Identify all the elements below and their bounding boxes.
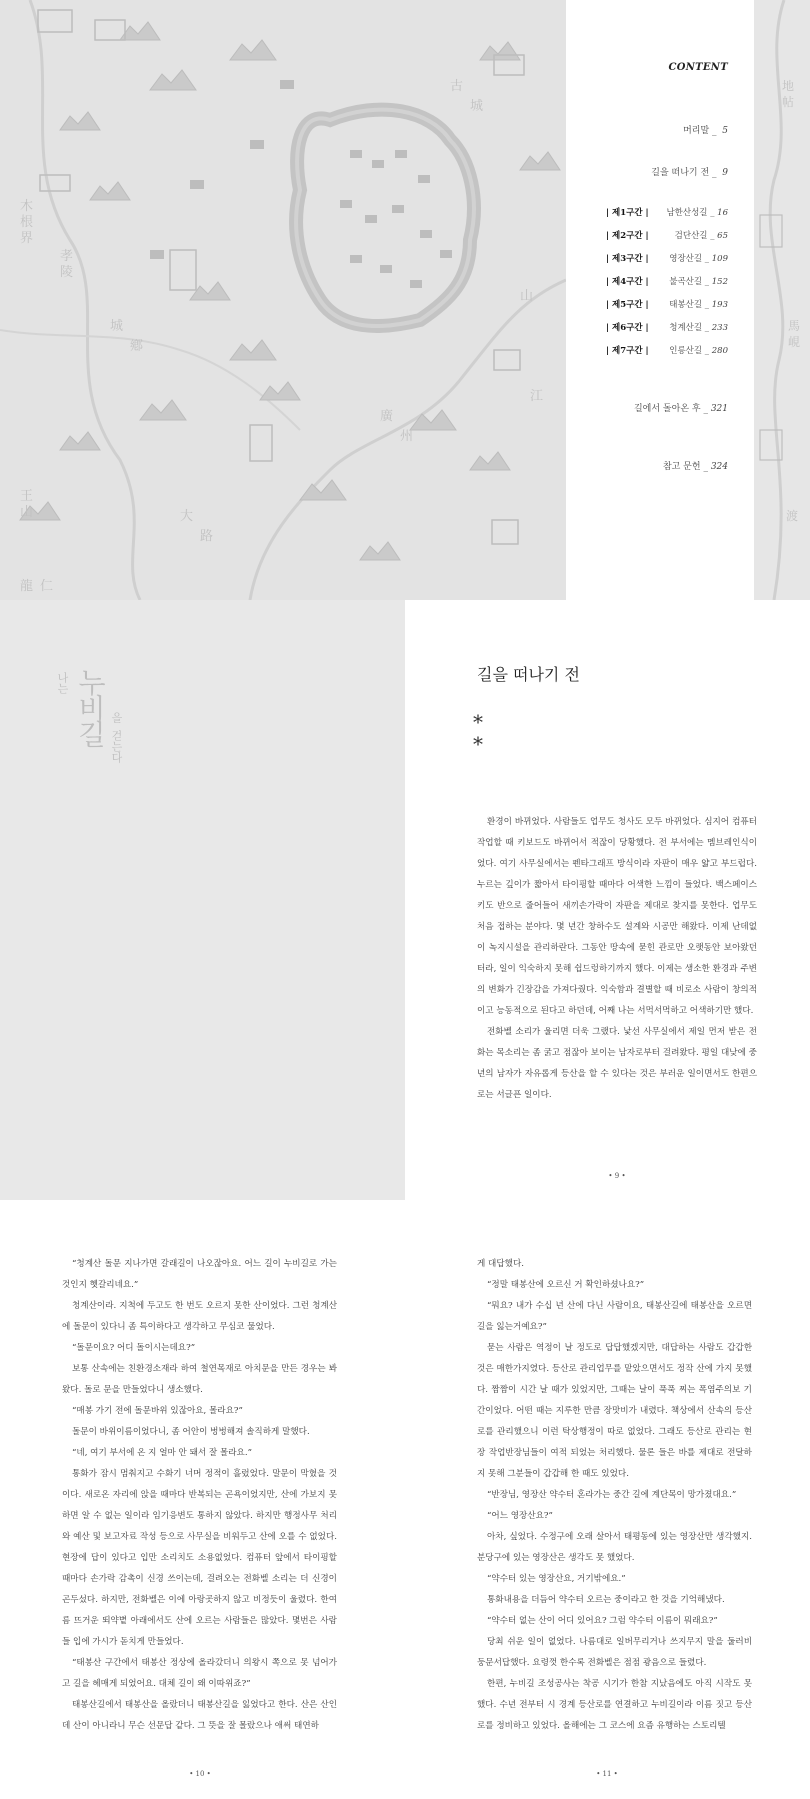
svg-text:木: 木 — [20, 199, 34, 214]
svg-text:王: 王 — [20, 489, 34, 504]
contents-spread — [0, 0, 810, 600]
chapter-title: 길을 떠나기 전 — [477, 665, 580, 684]
old-map-strip — [754, 0, 810, 600]
svg-text:州: 州 — [400, 429, 414, 444]
paragraph: 태봉산길에서 태봉산을 올랐더니 태봉산길을 잃었다고 한다. 산은 산인데 산이 아니라니 무슨 선문답 같다. 그 뜻을 잘 몰랐으나 애써 태연하 — [62, 1700, 337, 1731]
map-drawing — [0, 0, 566, 600]
toc-entry-title: 참고 문헌 — [662, 462, 701, 472]
paragraph: “태봉산 구간에서 태봉산 정상에 올라갔더니 의왕시 쪽으로 못 넘어가고 길을 헤매게 되었어요. 대체 길이 왜 이따위죠?” — [62, 1658, 337, 1689]
paragraph: “돌문이요? 어디 돌이시는데요?” — [72, 1343, 196, 1353]
svg-text:帖: 帖 — [782, 95, 795, 109]
section-label: | 제2구간 | — [606, 231, 649, 241]
paragraph: “청계산 돌문 지나가면 갈래길이 나오잖아요. 어느 길이 누비길로 가는 것인지 헷갈리네요.” — [62, 1259, 337, 1290]
section-page: 152 — [711, 277, 728, 287]
section-label: | 제7구간 | — [606, 346, 649, 356]
vertical-title-main: 누비길 — [74, 668, 107, 746]
table-of-contents: CONTENT 머리말 _ 5 길을 떠나기 전 _ 9 | 제1구간 | 남한산성길 _ 16 | 제2구간 | 검단산길 _ 65 | 제3구간 | 영장산길 _ 109 | 제4구간 | 불곡산길 _ 152 | 제5구간 | 태봉산길 _ 193 | 제6구간 | 청계산길 _ 233 | 제7구간 | 인릉산길 _ 280 길에서 돌아온 후 _ 321 참고 문헌 _ 324 — [566, 0, 754, 600]
svg-text:馬: 馬 — [788, 319, 801, 333]
toc-entry-after-return[interactable]: 길에서 돌아온 후 _ 321 — [633, 404, 728, 414]
vertical-title-top: 나는 — [56, 672, 69, 694]
chapter-opening-page — [405, 600, 810, 1200]
toc-entry-page: 321 — [710, 404, 728, 414]
toc-entry-title: 머리말 — [683, 126, 710, 136]
paragraph: 게 대답했다. — [477, 1259, 524, 1269]
section-page: 65 — [717, 231, 728, 241]
svg-text:鄕: 鄕 — [130, 339, 144, 354]
paragraph: 묻는 사람은 역정이 날 정도로 답답했겠지만, 대답하는 사람도 갑갑한 것은 매한가지였다. 등산로 관리업무를 맡았으면서도 정작 산에 가지 못했다. 짬짬이 시간 날 때가 있었지만, 그때는 날이 푹푹 찌는 폭염주의보 기간이었다. 어떤 때는 지루한 만큼 장맛비가 내렸다. 책상에서 산속의 등산로를 관리했으니 이런 탁상행정이 따로 없었다. 그래도 등산로 관리는 현장 작업반장님들이 여적 되었는 처리했다. 물론 들은 바를 제대로 전달하지 못해 그분들이 갑갑해 한 때도 있었다. — [477, 1343, 752, 1479]
section-label: | 제6구간 | — [606, 323, 649, 333]
svg-text:山: 山 — [20, 505, 34, 520]
paragraph: “약수터 있는 영장산요, 거기밖에요.” — [487, 1574, 626, 1584]
vertical-title-particle: 을 — [110, 712, 123, 723]
paragraph: 통화가 잠시 멈춰지고 수화기 너머 정적이 흘렀었다. 말문이 막혔을 것이다. 새로온 자리에 앉을 때마다 반복되는 곤욕이었지만, 산에 가보지 못하면 알 수 없는 일이라 임기응변도 통하지 않았다. 하지만 행정사무 처리와 예산 및 보고자료 작성 등으로 사무실을 비워두고 산에 오를 수 없었다. 현장에 답이 있다고 입만 소리치도 소용없었다. 컴퓨터 앞에서 타이핑할 때마다 손가락 감촉이 신경 쓰이는데, 걸려오는 전화벨 소리는 더 신경이 곤두섰다. 하지만, 전화벨은 이에 아랑곳하지 않고 비정듯이 울렸다. 한여름 뜨거운 뙤약볕 아래에서도 산에 오르는 사람들은 많았다. 몇번은 사람들 입에 가시가 돋치게 만들었다. — [62, 1469, 337, 1647]
paragraph: “네, 여기 부서에 온 지 얼마 안 돼서 잘 몰라요.” — [72, 1448, 252, 1458]
svg-text:江: 江 — [530, 389, 544, 404]
toc-entry-page: 5 — [722, 126, 728, 136]
paragraph: 전화벨 소리가 울리면 더욱 그랬다. 낯선 사무실에서 제일 먼저 받은 전화는 목소리는 좀 굵고 점잖아 보이는 남자로부터 걸려왔다. 평일 대낮에 중년의 남자가 자유롭게 등산을 할 수 있다는 것은 부러운 일이면서도 한편으로는 서글픈 일이다. — [477, 1027, 757, 1100]
asterisk-ornament: * — [473, 732, 483, 756]
paragraph: 통화내용을 더듬어 약수터 오르는 중이라고 한 것을 기억해냈다. — [487, 1595, 725, 1605]
page-number: • 10 • — [189, 1770, 211, 1778]
svg-text:城: 城 — [110, 319, 124, 334]
svg-text:陵: 陵 — [60, 265, 74, 280]
paragraph: 아차, 싶었다. 수정구에 오래 살아서 태평동에 있는 영장산만 생각했지. 분당구에 있는 영장산은 생각도 못 했었다. — [477, 1532, 752, 1563]
old-map-illustration — [0, 0, 566, 600]
paragraph: 보통 산속에는 친환경소재라 하여 철연목재로 아치문을 만든 경우는 봐왔다. 돌로 문을 만들었다니 생소했다. — [62, 1364, 337, 1395]
paragraph: “약수터 없는 산이 어디 있어요? 그럼 약수터 이름이 뭐래요?” — [487, 1616, 718, 1626]
toc-title: CONTENT — [668, 62, 728, 73]
section-title: 남한산성길 — [666, 208, 708, 218]
section-title: 불곡산길 — [669, 277, 703, 287]
chapter-body — [477, 812, 757, 1106]
svg-text:渡: 渡 — [786, 509, 799, 523]
section-title: 영장산길 — [669, 254, 703, 264]
section-page: 109 — [711, 254, 728, 264]
toc-entry-preface[interactable]: 머리말 _ 5 — [683, 126, 728, 136]
section-title: 청계산길 — [669, 323, 703, 333]
svg-text:大: 大 — [180, 509, 194, 524]
toc-entry-page: 324 — [710, 462, 728, 472]
svg-text:龍: 龍 — [20, 579, 34, 594]
section-page: 16 — [717, 208, 728, 218]
toc-entry-page: 9 — [722, 168, 728, 178]
page-number: • 9 • — [608, 1172, 626, 1180]
section-page: 193 — [711, 300, 728, 310]
section-page: 280 — [711, 346, 728, 356]
svg-text:路: 路 — [200, 529, 214, 544]
svg-text:地: 地 — [782, 79, 795, 93]
svg-text:孝: 孝 — [60, 249, 74, 264]
paragraph: “반장님, 영장산 약수터 혼라가는 중간 길에 계단목이 망가졌대요.” — [487, 1490, 737, 1500]
page-11 — [405, 1200, 810, 1799]
toc-entry-before-journey[interactable]: 길을 떠나기 전 _ 9 — [651, 168, 728, 178]
section-page: 233 — [711, 323, 728, 333]
toc-entry-references[interactable]: 참고 문헌 _ 324 — [662, 462, 728, 472]
svg-text:根: 根 — [20, 215, 34, 230]
paragraph: “정말 태봉산에 오르신 거 확인하셨나요?” — [487, 1280, 645, 1290]
paragraph: 돌문이 바위이름이었다니, 좀 어안이 벙벙해져 솔직하게 말했다. — [72, 1427, 310, 1437]
page-number: • 11 • — [596, 1770, 618, 1778]
section-title: 태봉산길 — [669, 300, 703, 310]
section-title: 인릉산길 — [669, 346, 703, 356]
section-title: 검단산길 — [674, 231, 708, 241]
svg-text:界: 界 — [20, 231, 34, 246]
paragraph: “어느 영장산요?” — [487, 1511, 553, 1521]
section-label: | 제4구간 | — [606, 277, 649, 287]
paragraph: 환경이 바뀌었다. 사람들도 업무도 청사도 모두 바뀌었다. 심지어 컴퓨터 작업할 때 키보드도 바뀌어서 적잖이 당황했다. 전 부서에는 멤브레인식이었다. 여기 사무실에서는 펜타그래프 방식이라 자판이 매우 얇고 부드럽다. 누르는 깊이가 짧아서 타이핑할 때마다 어색한 느낌이 들었다. 백스페이스키도 반으로 줄어들어 새끼손가락이 자판을 제대로 찾지를 못한다. 업무도 처음 접하는 분야다. 몇 년간 창하수도 설계와 시공만 해왔다. 이제 난데없이 녹지시설을 관리하란다. 그동안 땅속에 묻힌 관로만 오랫동안 보아왔던 터라, 일이 익숙하지 못해 쉽드렁하기까지 했다. 이제는 생소한 환경과 주변의 변화가 긴장감을 가져다줬다. 익숙함과 결별할 때 비로소 사람이 창의적이고 능동적으로 된다고 하던데, 어째 나는 서먹서먹하고 어색하기만 했다. — [477, 817, 757, 1016]
page-10 — [0, 1200, 405, 1799]
asterisk-ornament: * — [473, 710, 483, 734]
paragraph: 한편, 누비길 조성공사는 착공 시기가 한참 지났음에도 아직 시작도 못했다. 수년 전부터 시 경계 등산로를 연결하고 누비길이라 이름 짓고 등산로를 정비하고 있었다. 올해에는 그 코스에 요즘 유행하는 스토리텔 — [477, 1679, 752, 1731]
paragraph: 당최 쉬운 일이 없었다. 나름대로 일버무리거나 쓰지무지 말을 둘러비둥문서답했다. 요령껏 한수록 전화벨은 점점 광음으로 들렸다. — [477, 1637, 752, 1668]
vertical-book-title — [52, 668, 122, 786]
page-10-body — [62, 1254, 337, 1737]
toc-entry-title: 길에서 돌아온 후 — [633, 404, 701, 414]
vertical-title-bottom: 걷는다 — [110, 730, 123, 763]
page-11-body — [477, 1254, 752, 1737]
paragraph: “매봉 가기 전에 돌문바위 있잖아요, 몰라요?” — [72, 1406, 243, 1416]
map-strip-drawing — [754, 0, 810, 600]
svg-text:廣: 廣 — [380, 409, 394, 424]
section-label: | 제1구간 | — [606, 208, 649, 218]
paragraph: “뭐요? 내가 수십 년 산에 다닌 사람이요, 태봉산길에 태봉산을 오르면 길을 잃는거예요?” — [477, 1301, 752, 1332]
paragraph: 청계산이라. 지척에 두고도 한 번도 오르지 못한 산이었다. 그런 청계산에 돌문이 있다니 좀 특이하다고 생각하고 무심코 물었다. — [62, 1301, 337, 1332]
section-label: | 제3구간 | — [606, 254, 649, 264]
svg-text:山: 山 — [520, 289, 534, 304]
svg-text:峴: 峴 — [788, 335, 801, 349]
svg-text:仁: 仁 — [40, 579, 54, 594]
toc-entry-title: 길을 떠나기 전 — [651, 168, 710, 178]
svg-text:城: 城 — [470, 99, 484, 114]
section-label: | 제5구간 | — [606, 300, 649, 310]
svg-text:古: 古 — [450, 79, 464, 94]
